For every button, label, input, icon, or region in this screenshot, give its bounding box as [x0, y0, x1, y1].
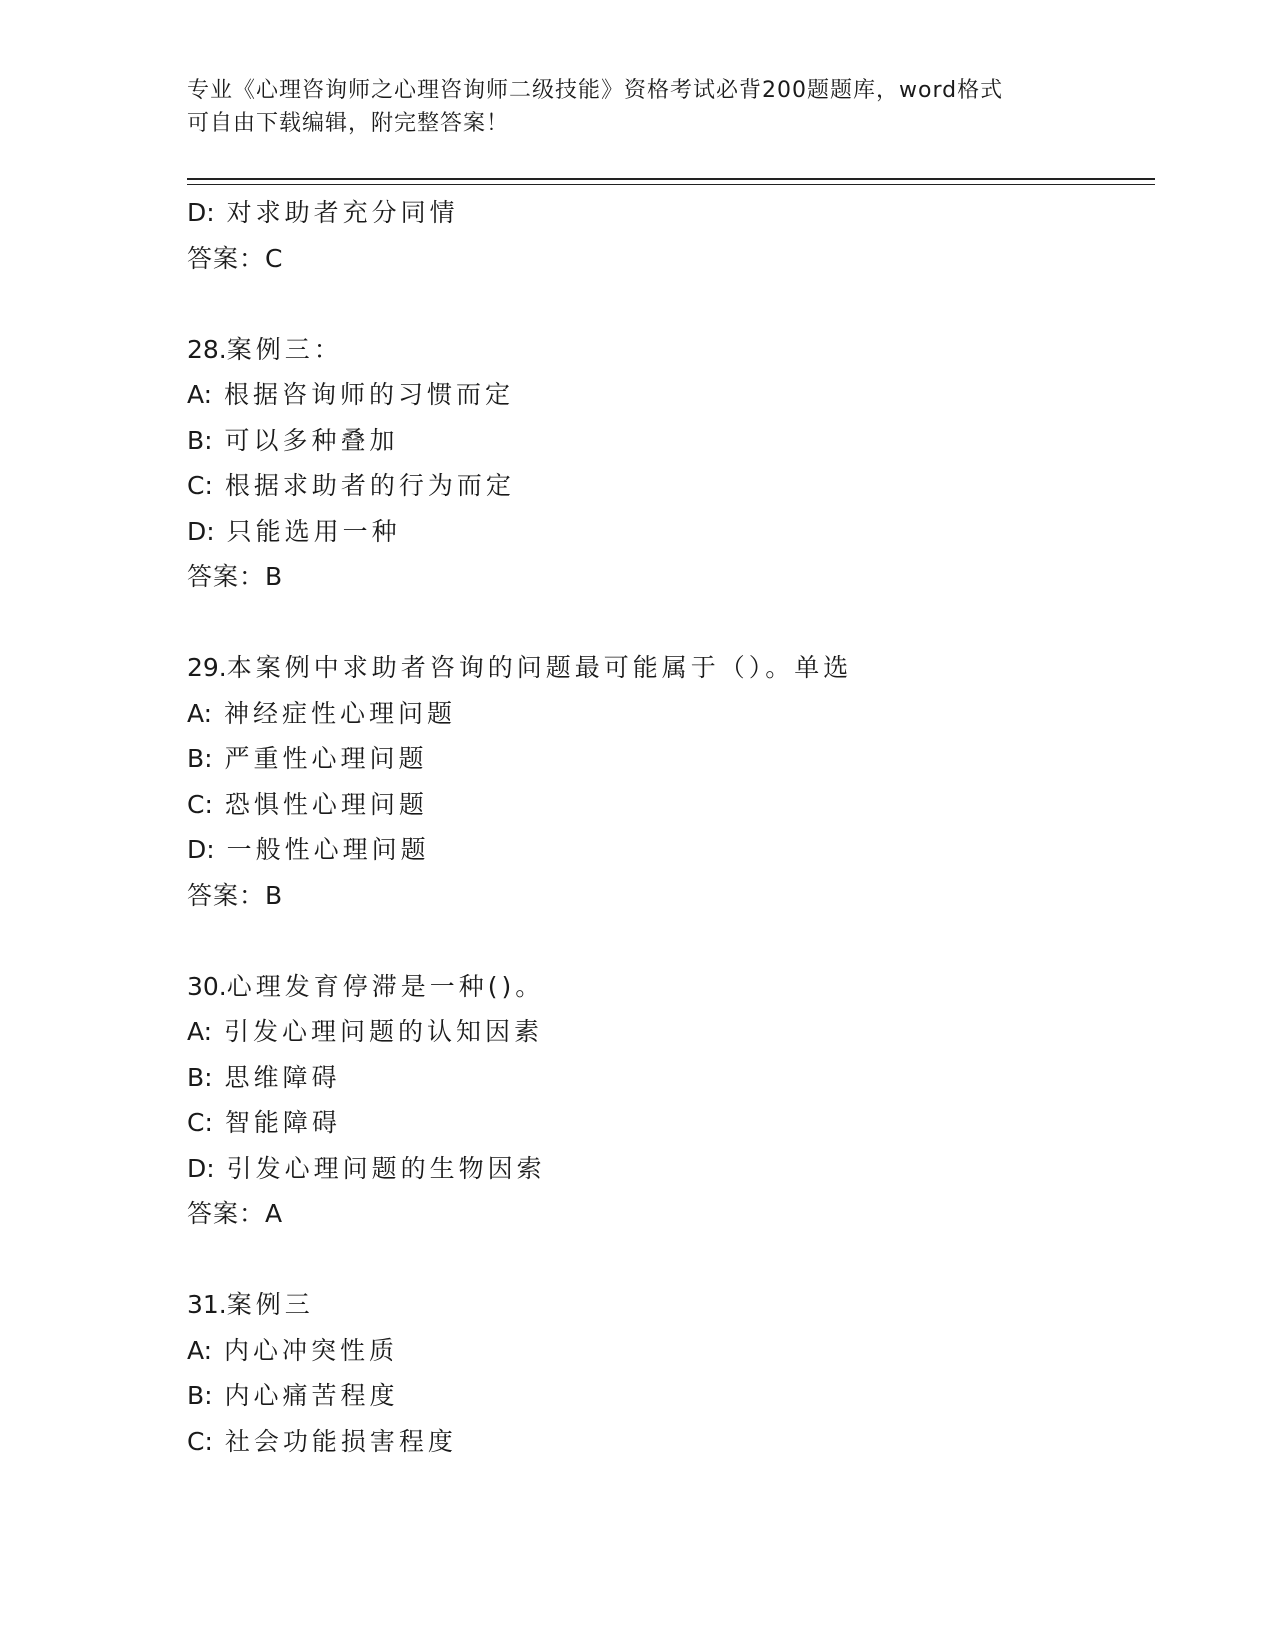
- option-line: [187, 1419, 1155, 1465]
- question-line: [187, 1282, 1155, 1328]
- option-line: [187, 509, 1155, 555]
- option-line: [187, 1055, 1155, 1101]
- option-label: B:: [187, 425, 213, 455]
- option-text: 严重性心理问题: [224, 744, 428, 773]
- option-text: 内心痛苦程度: [224, 1381, 399, 1410]
- option-line: [187, 418, 1155, 464]
- header-line-1: 专业《心理咨询师之心理咨询师二级技能》资格考试必背200题题库，word格式: [187, 78, 1004, 103]
- header-line-2: 可自由下载编辑，附完整答案！: [187, 111, 510, 136]
- spacer: [187, 1237, 1155, 1283]
- question-line: [187, 327, 1155, 373]
- answer-line: 答案：A: [187, 1199, 284, 1228]
- question-line: [187, 964, 1155, 1010]
- question-number: 30.: [187, 971, 227, 1001]
- option-label: A:: [187, 1335, 213, 1365]
- option-label: D:: [187, 835, 215, 864]
- question-text: 案例三: [226, 1290, 314, 1319]
- option-text: 神经症性心理问题: [224, 698, 457, 728]
- option-line: [187, 691, 1155, 737]
- option-label: A:: [187, 1017, 213, 1046]
- option-text: 对求助者充分同情: [226, 198, 459, 227]
- option-label: C:: [187, 1108, 213, 1137]
- answer-line: 答案：B: [187, 562, 284, 591]
- option-line: [187, 827, 1155, 873]
- option-label: C:: [187, 471, 213, 500]
- option-line: [187, 463, 1155, 509]
- option-label: B:: [187, 1062, 213, 1092]
- spacer: [187, 281, 1155, 327]
- option-label: C:: [187, 789, 213, 819]
- option-label: B:: [187, 1381, 213, 1410]
- option-text: 只能选用一种: [226, 516, 401, 546]
- option-line: [187, 736, 1155, 782]
- question-text: 本案例中求助者咨询的问题最可能属于（）。单选: [226, 653, 853, 682]
- question-number: 28.: [187, 334, 227, 364]
- option-line: [187, 1373, 1155, 1419]
- option-label: D:: [187, 198, 215, 227]
- spacer: [187, 600, 1155, 646]
- option-text: 根据咨询师的习惯而定: [224, 380, 515, 409]
- option-line: [187, 1100, 1155, 1146]
- option-label: C:: [187, 1426, 213, 1456]
- answer-line: 答案：B: [187, 880, 284, 910]
- option-text: 社会功能损害程度: [224, 1426, 457, 1456]
- option-label: D:: [187, 516, 215, 546]
- option-line: [187, 1146, 1155, 1192]
- question-text: 心理发育停滞是一种()。: [226, 971, 545, 1001]
- option-line: [187, 372, 1155, 418]
- question-text: 案例三：: [226, 334, 343, 364]
- header-divider-thin: [187, 184, 1155, 185]
- option-text: 智能障碍: [224, 1108, 341, 1137]
- question-number: 31.: [187, 1290, 227, 1319]
- option-label: A:: [187, 380, 213, 409]
- option-line: [187, 782, 1155, 828]
- question-list: [187, 190, 1155, 1464]
- answer-line: 答案：C: [187, 243, 284, 273]
- option-label: B:: [187, 744, 213, 773]
- option-text: 思维障碍: [224, 1062, 341, 1092]
- page-header: [187, 74, 1087, 140]
- spacer: [187, 918, 1155, 964]
- option-text: 内心冲突性质: [224, 1335, 399, 1365]
- option-text: 可以多种叠加: [224, 425, 399, 455]
- option-text: 恐惧性心理问题: [224, 789, 428, 819]
- option-text: 一般性心理问题: [226, 835, 430, 864]
- option-line: [187, 1009, 1155, 1055]
- option-label: D:: [187, 1153, 215, 1183]
- option-text: 引发心理问题的认知因素: [224, 1017, 544, 1046]
- option-text: 引发心理问题的生物因索: [226, 1153, 546, 1183]
- option-line: [187, 190, 1155, 236]
- option-label: A:: [187, 698, 213, 728]
- option-text: 根据求助者的行为而定: [224, 471, 515, 500]
- question-number: 29.: [187, 653, 227, 682]
- header-divider-thick: [187, 178, 1155, 180]
- question-line: [187, 645, 1155, 691]
- option-line: [187, 1328, 1155, 1374]
